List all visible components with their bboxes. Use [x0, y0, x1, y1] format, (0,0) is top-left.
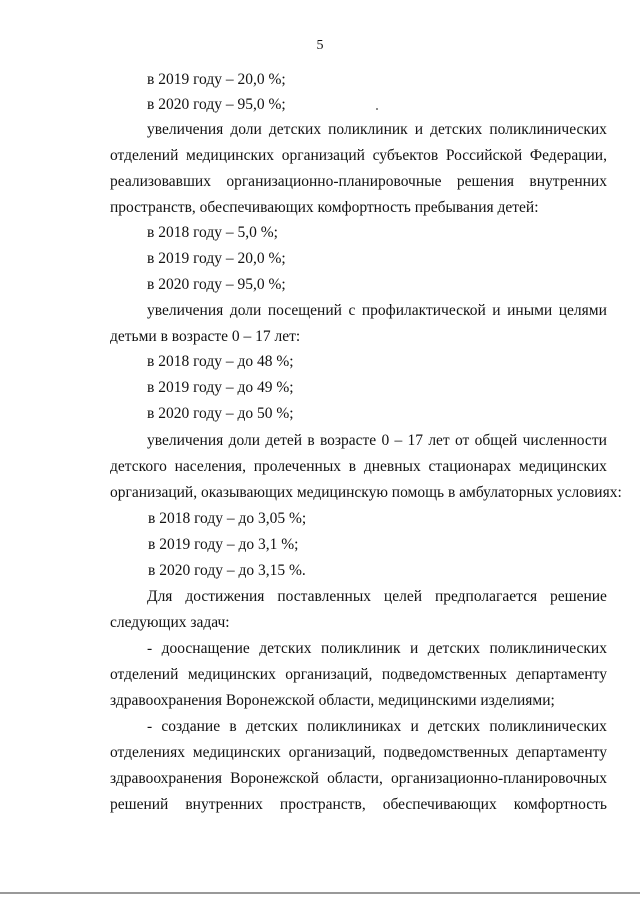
word: предполагается	[434, 588, 538, 605]
word: детей	[265, 432, 303, 449]
text-line-justified	[147, 717, 607, 737]
word: –	[394, 432, 403, 449]
word: целями	[558, 302, 607, 319]
word: в	[307, 432, 315, 449]
word: комфортность	[513, 796, 607, 813]
word: реализовавших	[110, 173, 211, 190]
word: и	[409, 640, 419, 657]
text-line: следующих задач:	[110, 614, 230, 631]
word: детских	[427, 640, 480, 657]
word: Федерации,	[529, 147, 607, 164]
word: с	[348, 302, 356, 319]
word: населения,	[174, 458, 246, 475]
word: области,	[327, 770, 383, 787]
word: 0	[381, 432, 390, 449]
word: поликлинических	[489, 121, 607, 138]
text-line: в 2020 году – до 50 %;	[147, 405, 294, 422]
word: достижения	[185, 588, 265, 605]
word: медицинских	[192, 744, 281, 761]
word: создание	[161, 718, 221, 735]
word: подведомственных	[383, 744, 509, 761]
word: общей	[474, 432, 518, 449]
text-line: в 2020 году – до 3,15 %.	[148, 562, 306, 579]
word: медицинских	[518, 458, 607, 475]
word: Воронежской	[230, 770, 319, 787]
word: подведомственных	[381, 666, 507, 683]
word: департаменту	[516, 744, 607, 761]
word: и	[410, 718, 419, 735]
word: стационарах	[428, 458, 512, 475]
word: доли	[230, 121, 262, 138]
word: целей	[383, 588, 423, 605]
text-line-justified	[110, 146, 607, 166]
text-line-justified	[147, 120, 607, 140]
word: Для	[147, 588, 173, 605]
word: в	[348, 458, 357, 475]
word: поликлиник	[328, 121, 408, 138]
word: решения	[456, 173, 514, 190]
word: организаций,	[288, 744, 376, 761]
word: доли	[228, 432, 261, 449]
text-line: организаций, оказывающих медицинскую помощь в амбулаторных условиях:	[110, 484, 622, 501]
word: увеличения	[147, 121, 224, 138]
word: поликлиник	[320, 640, 401, 657]
text-line: в 2019 году – 20,0 %;	[147, 71, 286, 88]
word: пространств,	[279, 796, 366, 813]
text-line: пространств, обеспечивающих комфортность пребывания детей:	[110, 199, 539, 216]
word: от	[454, 432, 470, 449]
text-line-justified	[110, 795, 607, 815]
text-line-justified	[147, 639, 607, 659]
word: возрасте	[319, 432, 377, 449]
text-line-justified	[110, 457, 607, 477]
word: дооснащение	[161, 640, 250, 657]
word: 17	[407, 432, 424, 449]
word: детских	[245, 718, 299, 735]
text-line: в 2018 году – 5,0 %;	[147, 224, 278, 241]
text-line: в 2018 году – до 48 %;	[147, 353, 294, 370]
word: отделений	[110, 666, 179, 683]
text-line: здравоохранения Воронежской области, медицинскими изделиями;	[110, 692, 555, 709]
text-line: в 2018 году – до 3,05 %;	[148, 510, 307, 527]
word: и	[414, 121, 424, 138]
text-line-justified	[147, 301, 607, 321]
word: лет	[428, 432, 450, 449]
word: поликлинических	[489, 718, 607, 735]
scan-bottom-edge	[0, 892, 640, 894]
word: увеличения	[147, 302, 224, 319]
text-line: в 2019 году – 20,0 %;	[147, 250, 286, 267]
word: поликлиниках	[307, 718, 402, 735]
word: отделений	[110, 147, 179, 164]
word: организаций,	[285, 666, 373, 683]
word: субъектов	[372, 147, 439, 164]
word: медицинских	[186, 147, 275, 164]
text-line: в 2020 году – 95,0 %;	[147, 276, 286, 293]
text-line: детьми в возрасте 0 – 17 лет:	[110, 328, 301, 345]
text-line: в 2019 году – до 49 %;	[147, 379, 294, 396]
word: детского	[110, 458, 167, 475]
word: обеспечивающих	[382, 796, 497, 813]
text-line-justified	[110, 172, 607, 192]
word: детских	[268, 121, 322, 138]
text-line-justified	[110, 665, 607, 685]
word: внутренних	[529, 173, 607, 190]
page-number: 5	[316, 38, 324, 53]
text-line-justified	[110, 743, 607, 763]
word: решение	[550, 588, 607, 605]
word: организаций	[281, 147, 365, 164]
word: посещений	[267, 302, 342, 319]
word: дневных	[363, 458, 421, 475]
word: увеличения	[147, 432, 224, 449]
text-line-justified	[147, 431, 607, 451]
text-line: в 2019 году – до 3,1 %;	[148, 536, 299, 553]
text-line: в 2020 году – 95,0 %;	[147, 96, 286, 113]
word: поликлинических	[489, 640, 607, 657]
word: профилактической	[361, 302, 486, 319]
word: -	[147, 640, 153, 657]
word: поставленных	[277, 588, 371, 605]
scan-speck	[376, 108, 378, 110]
word: решений	[110, 796, 169, 813]
word: Российской	[445, 147, 523, 164]
word: -	[147, 718, 153, 735]
word: организационно-планировочных	[390, 770, 607, 787]
word: пролеченных	[253, 458, 341, 475]
word: детских	[259, 640, 312, 657]
word: детских	[427, 718, 481, 735]
word: доли	[229, 302, 262, 319]
word: и	[492, 302, 501, 319]
word: отделениях	[110, 744, 185, 761]
word: здравоохранения	[110, 770, 222, 787]
text-line-justified	[110, 769, 607, 789]
word: в	[229, 718, 237, 735]
word: организационно-планировочные	[226, 173, 442, 190]
word: департаменту	[516, 666, 607, 683]
word: численности	[522, 432, 607, 449]
word: иными	[507, 302, 553, 319]
word: внутренних	[185, 796, 263, 813]
word: детских	[430, 121, 483, 138]
word: медицинских	[187, 666, 276, 683]
text-line-justified	[147, 587, 607, 607]
